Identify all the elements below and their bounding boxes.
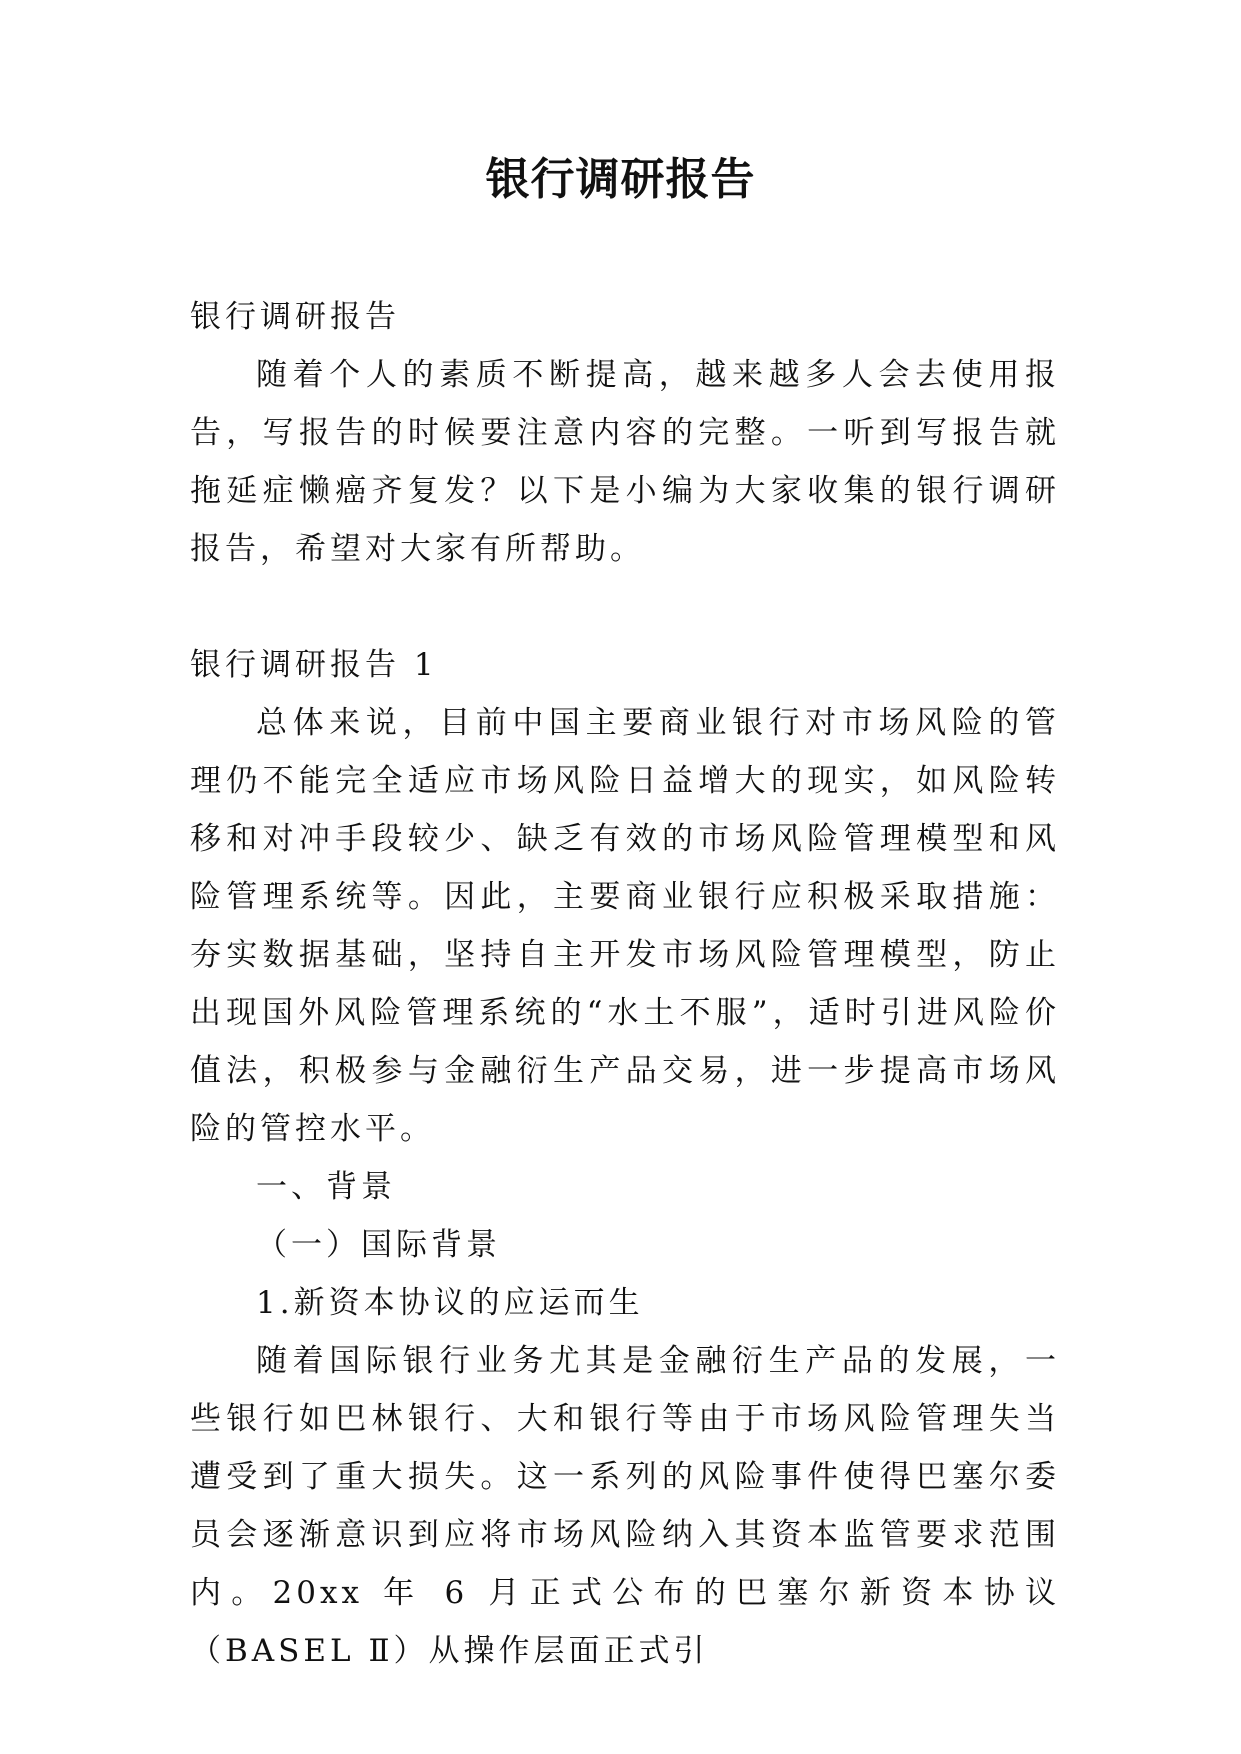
- paragraph-gap: [190, 578, 1060, 636]
- document-body: [190, 288, 1060, 1680]
- outline-level-3: 1.新资本协议的应运而生: [256, 1285, 644, 1321]
- outline-level-1: 一、背景: [256, 1169, 396, 1205]
- section-summary-paragraph: 总体来说，目前中国主要商业银行对市场风险的管理仍不能完全适应市场风险日益增大的现实，如风险转移和对冲手段较少、缺乏有效的市场风险管理模型和风险管理系统等。因此，主要商业银行应积极采取措施：夯实数据基础，坚持自主开发市场风险管理模型，防止出现国外风险管理系统的“水土不服”，适时引进风险价值法，积极参与金融衍生产品交易，进一步提高市场风险的管控水平。: [190, 705, 1060, 1147]
- intro-heading: 银行调研报告: [190, 299, 400, 335]
- background-paragraph: 随着国际银行业务尤其是金融衍生产品的发展，一些银行如巴林银行、大和银行等由于市场风险管理失当遭受到了重大损失。这一系列的风险事件使得巴塞尔委员会逐渐意识到应将市场风险纳入其资本监管要求范围内。20xx 年 6 月正式公布的巴塞尔新资本协议（BASEL Ⅱ）从操作层面正式引: [190, 1343, 1060, 1669]
- outline-level-2: （一）国际背景: [256, 1227, 501, 1263]
- intro-paragraph: 随着个人的素质不断提高，越来越多人会去使用报告，写报告的时候要注意内容的完整。一听到写报告就拖延症懒癌齐复发？以下是小编为大家收集的银行调研报告，希望对大家有所帮助。: [190, 357, 1060, 567]
- document-title: 银行调研报告: [485, 154, 756, 205]
- section-heading: 银行调研报告 1: [190, 647, 438, 683]
